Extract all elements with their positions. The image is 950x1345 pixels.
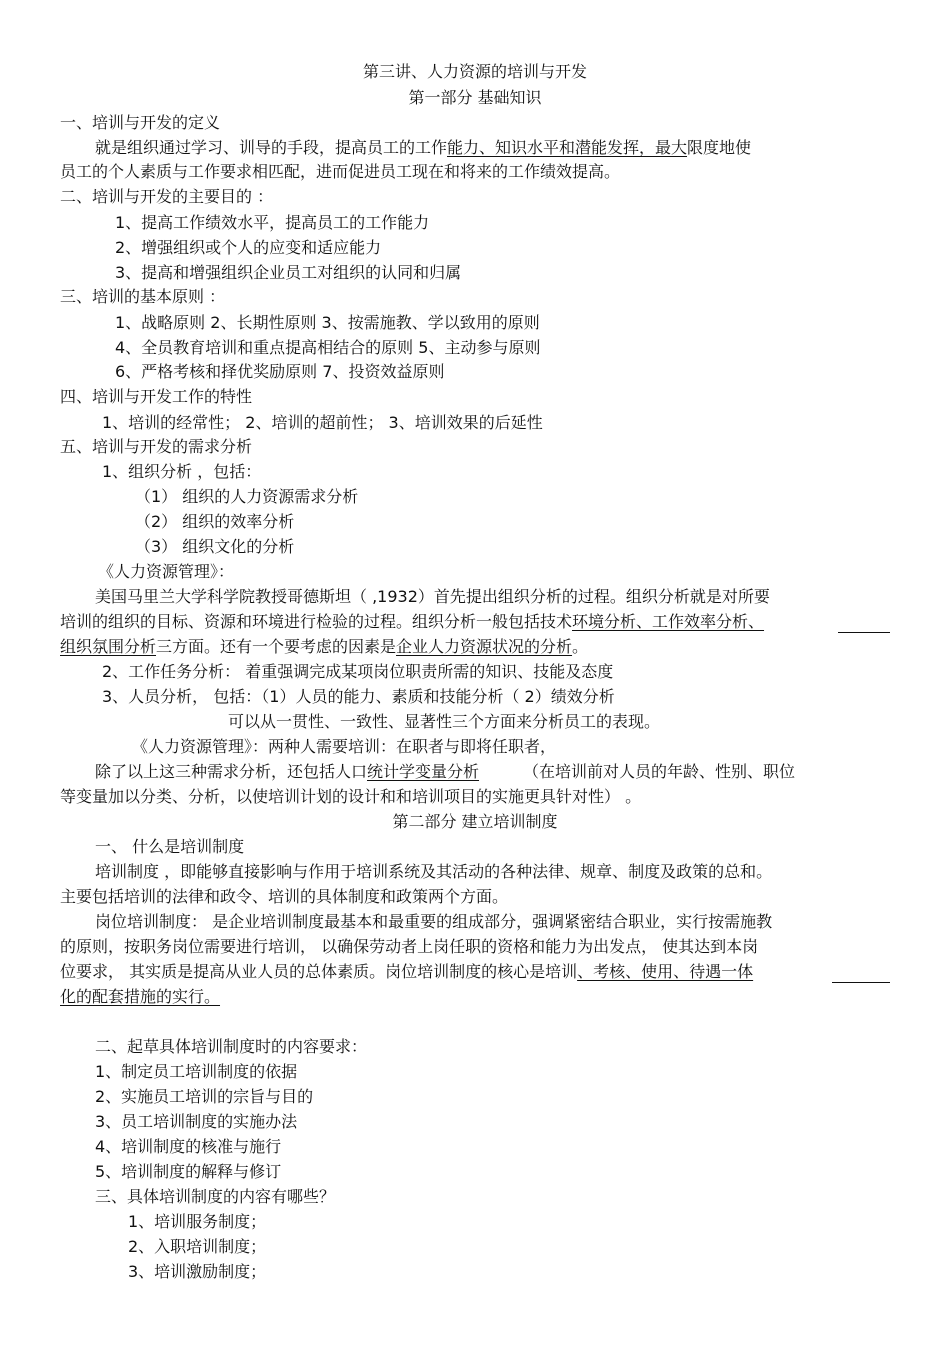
list-item: 4、培训制度的核准与施行	[95, 1137, 282, 1156]
underline-rule	[832, 982, 890, 983]
paragraph-line: 主要包括培训的法律和政令、培训的具体制度和政策两个方面。	[60, 887, 509, 906]
subsection-heading: 1、组织分析 ，包括：	[102, 462, 262, 481]
paragraph-line: 除了以上这三种需求分析，还包括人口统计学变量分析 （在培训前对人员的年龄、性别、职位	[95, 762, 796, 781]
list-item: 6、严格考核和择优奖励原则 7、投资效益原则	[115, 362, 445, 381]
section-heading: 二、培训与开发的主要目的 ：	[60, 187, 274, 206]
paragraph-line: 组织氛围分析三方面。还有一个要考虑的因素是企业人力资源状况的分析。	[60, 637, 589, 656]
paragraph-line: 培训的组织的目标、资源和环境进行检验的过程。组织分析一般包括技术环境分析、工作效率分析、	[60, 612, 765, 631]
document-title: 第三讲、人力资源的培训与开发	[362, 62, 587, 81]
section-heading: 二、起草具体培训制度时的内容要求：	[95, 1037, 368, 1056]
paragraph-line: 化的配套措施的实行。	[60, 987, 221, 1006]
paragraph-line: 等变量加以分类、分析，以使培训计划的设计和和培训项目的实施更具针对性） 。	[60, 787, 642, 806]
list-item: 1、培训的经常性； 2、培训的超前性； 3、培训效果的后延性	[102, 413, 543, 432]
paragraph-line: 岗位培训制度： 是企业培训制度最基本和最重要的组成部分，强调紧密结合职业，实行按需施教	[95, 912, 773, 931]
list-item: 5、培训制度的解释与修订	[95, 1162, 282, 1181]
list-item: （3） 组织文化的分析	[135, 537, 295, 556]
list-item: 3、员工培训制度的实施办法	[95, 1112, 298, 1131]
list-item: 2、增强组织或个人的应变和适应能力	[115, 238, 382, 257]
section-heading: 一、培训与开发的定义	[60, 113, 221, 132]
definition-line-1: 就是组织通过学习、训导的手段，提高员工的工作能力、知识水平和潜能发挥，最大限度地使	[95, 138, 752, 157]
paragraph-line: 位要求， 其实质是提高从业人员的总体素质。岗位培训制度的核心是培训、考核、使用、待遇一体	[60, 962, 754, 981]
book-reference: 《人力资源管理》：	[98, 562, 235, 581]
section-heading: 一、 什么是培训制度	[95, 837, 245, 856]
list-item: 1、制定员工培训制度的依据	[95, 1062, 298, 1081]
part2-heading: 第二部分 建立培训制度	[392, 812, 558, 831]
list-item: （2） 组织的效率分析	[135, 512, 295, 531]
section-heading: 五、培训与开发的需求分析	[60, 437, 253, 456]
list-item: 3、提高和增强组织企业员工对组织的认同和归属	[115, 263, 462, 282]
section-heading: 三、具体培训制度的内容有哪些？	[95, 1187, 336, 1206]
list-item: 1、战略原则 2、长期性原则 3、按需施教、学以致用的原则	[115, 313, 540, 332]
paragraph-line: 培训制度 ，即能够直接影响与作用于培训系统及其活动的各种法律、规章、制度及政策的总和。	[95, 862, 773, 881]
underline-rule	[838, 632, 890, 633]
subsection-heading: 2、工作任务分析： 着重强调完成某项岗位职责所需的知识、技能及态度	[102, 662, 614, 681]
list-item: （1） 组织的人力资源需求分析	[135, 487, 359, 506]
paragraph-line: 的原则，按职务岗位需要进行培训， 以确保劳动者上岗任职的资格和能力为出发点， 使其达到本岗	[60, 937, 759, 956]
subsection-heading: 3、人员分析， 包括：（1）人员的能力、素质和技能分析（ 2）绩效分析	[102, 687, 615, 706]
part1-heading: 第一部分 基础知识	[408, 88, 542, 107]
list-item: 4、全员教育培训和重点提高相结合的原则 5、主动参与原则	[115, 338, 541, 357]
definition-line-2: 员工的个人素质与工作要求相匹配，进而促进员工现在和将来的工作绩效提高。	[60, 162, 621, 181]
list-item: 1、提高工作绩效水平，提高员工的工作能力	[115, 213, 430, 232]
paragraph-line: 美国马里兰大学科学院教授哥德斯坦（ ,1932）首先提出组织分析的过程。组织分析就是对所要	[95, 587, 770, 606]
paragraph-line: 可以从一贯性、一致性、显著性三个方面来分析员工的表现。	[228, 712, 661, 731]
list-item: 1、培训服务制度；	[128, 1212, 267, 1231]
list-item: 2、实施员工培训的宗旨与目的	[95, 1087, 314, 1106]
list-item: 2、入职培训制度；	[128, 1237, 267, 1256]
section-heading: 四、培训与开发工作的特性	[60, 387, 253, 406]
list-item: 3、培训激励制度；	[128, 1262, 267, 1281]
book-reference: 《人力资源管理》：两种人需要培训：在职者与即将任职者，	[132, 737, 557, 756]
section-heading: 三、培训的基本原则 ：	[60, 287, 226, 306]
